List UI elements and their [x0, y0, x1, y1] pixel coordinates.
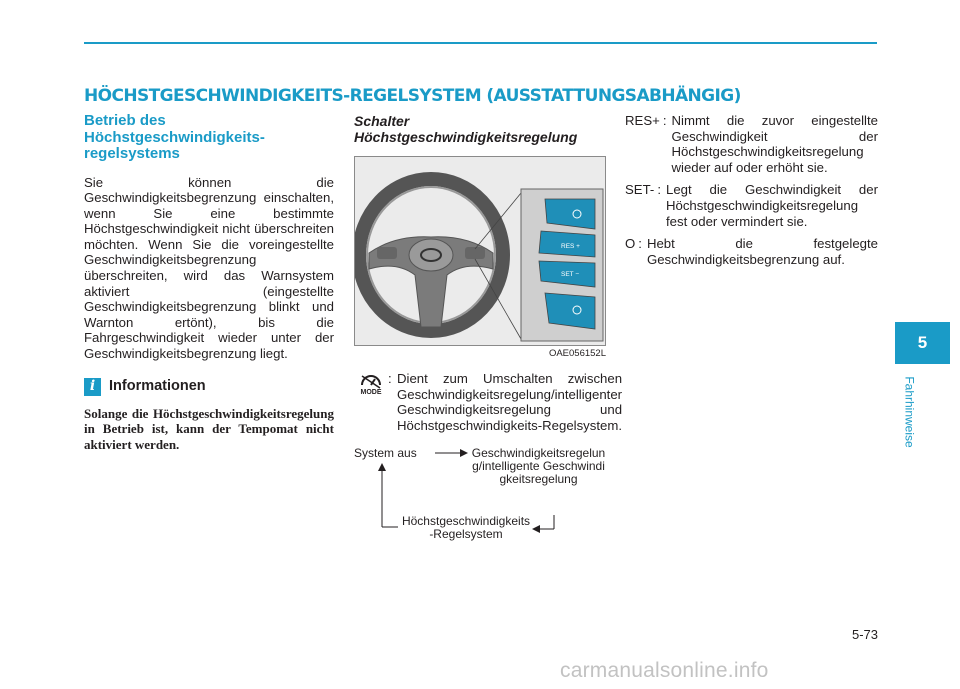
steering-wheel-figure [354, 156, 606, 346]
definition-key: SET- [625, 182, 655, 198]
page-heading: HÖCHSTGESCHWINDIGKEITS-REGELSYSTEM (AUSSTATTUNGSABHÄNGIG) [84, 86, 741, 106]
definition-set: SET- : Legt die Geschwindigkeit der Höchstgeschwindigkeitsregelung fest oder vermindert sie. [625, 182, 878, 229]
chapter-label-text: Fahrhinweise [903, 376, 917, 448]
switch-title-line2: Höchstgeschwindigkeitsregelung [354, 129, 578, 145]
top-rule [84, 42, 877, 44]
diagram-system-off: System aus [354, 446, 417, 461]
definition-key: RES+ [625, 113, 660, 128]
mode-description: MODE : Dient zum Umschalten zwischen Geschwindigkeitsregelung/intelligenter Geschwindigkeitsregelung und Höchstgeschwindigkeits-Regelsystem. [354, 371, 606, 433]
chapter-tab: 5 [895, 322, 950, 364]
definition-res: RES+ : Nimmt die zuvor eingestellte Geschwindigkeit der Höchstgeschwindigkeitsregelung wieder auf oder erhöht sie. [625, 113, 878, 175]
page-number: 5-73 [851, 627, 878, 642]
right-column [625, 113, 878, 274]
info-icon: i [84, 378, 101, 396]
section-title: Betrieb des Höchstgeschwindigkeits-regelsystems [84, 112, 265, 162]
switch-title-line1: Schalter [354, 113, 410, 129]
mode-text: Dient zum Umschalten zwischen Geschwindigkeitsregelung/intelligenter Geschwindigkeitsregelung und Höchstgeschwindigkeits-Regelsystem. [397, 371, 623, 433]
diagram-limiter-mode: Höchstgeschwindigkeits-Regelsystem [401, 514, 531, 542]
info-title: Informationen [109, 377, 206, 394]
mode-icon [354, 371, 388, 433]
mode-icon-label: MODE [360, 389, 382, 395]
diagram-cruise-mode: Geschwindigkeitsregelung/intelligente Geschwindigkeitsregelung [471, 446, 606, 487]
info-text: Solange die Höchstgeschwindigkeitsregelung in Betrieb ist, kann der Tempomat nicht aktiviert werden. [84, 405, 334, 452]
figure-code: OAE056152L [548, 348, 606, 359]
definition-key: O [625, 236, 636, 252]
chapter-label [890, 372, 930, 452]
middle-column [354, 113, 623, 557]
left-column [84, 113, 334, 452]
definition-text: Nimmt die zuvor eingestellte Geschwindigkeit der Höchstgeschwindigkeitsregelung wieder auf oder erhöht sie. [671, 113, 878, 175]
section-paragraph: Sie können die Geschwindigkeitsbegrenzung einschalten, wenn Sie eine bestimmte Höchstgeschwindigkeit nicht überschreiten möchten. Wenn Sie die voreingestellte Geschwindigkeitsbegrenzung überschreiten, wird das Warnsystem aktiviert (eingestellte Geschwindigkeitsbegrenzung blinkt und Warnton ertönt), bis die Fahrgeschwindigkeit wieder unter der Geschwindigkeitsbegrenzung liegt. [84, 174, 334, 362]
res-button-label: RES + [561, 243, 580, 250]
definition-cancel: O : Hebt die festgelegte Geschwindigkeitsbegrenzung auf. [625, 236, 878, 267]
definition-text: Legt die Geschwindigkeit der Höchstgeschwindigkeitsregelung fest oder vermindert sie. [665, 182, 878, 229]
info-header [84, 378, 334, 396]
steering-wheel-illustration [355, 157, 606, 346]
set-button-label: SET − [561, 271, 580, 278]
mode-cycle-diagram [354, 447, 606, 557]
definition-text: Hebt die festgelegte Geschwindigkeitsbegrenzung auf. [646, 236, 878, 267]
watermark: carmanualsonline.info [560, 659, 769, 682]
